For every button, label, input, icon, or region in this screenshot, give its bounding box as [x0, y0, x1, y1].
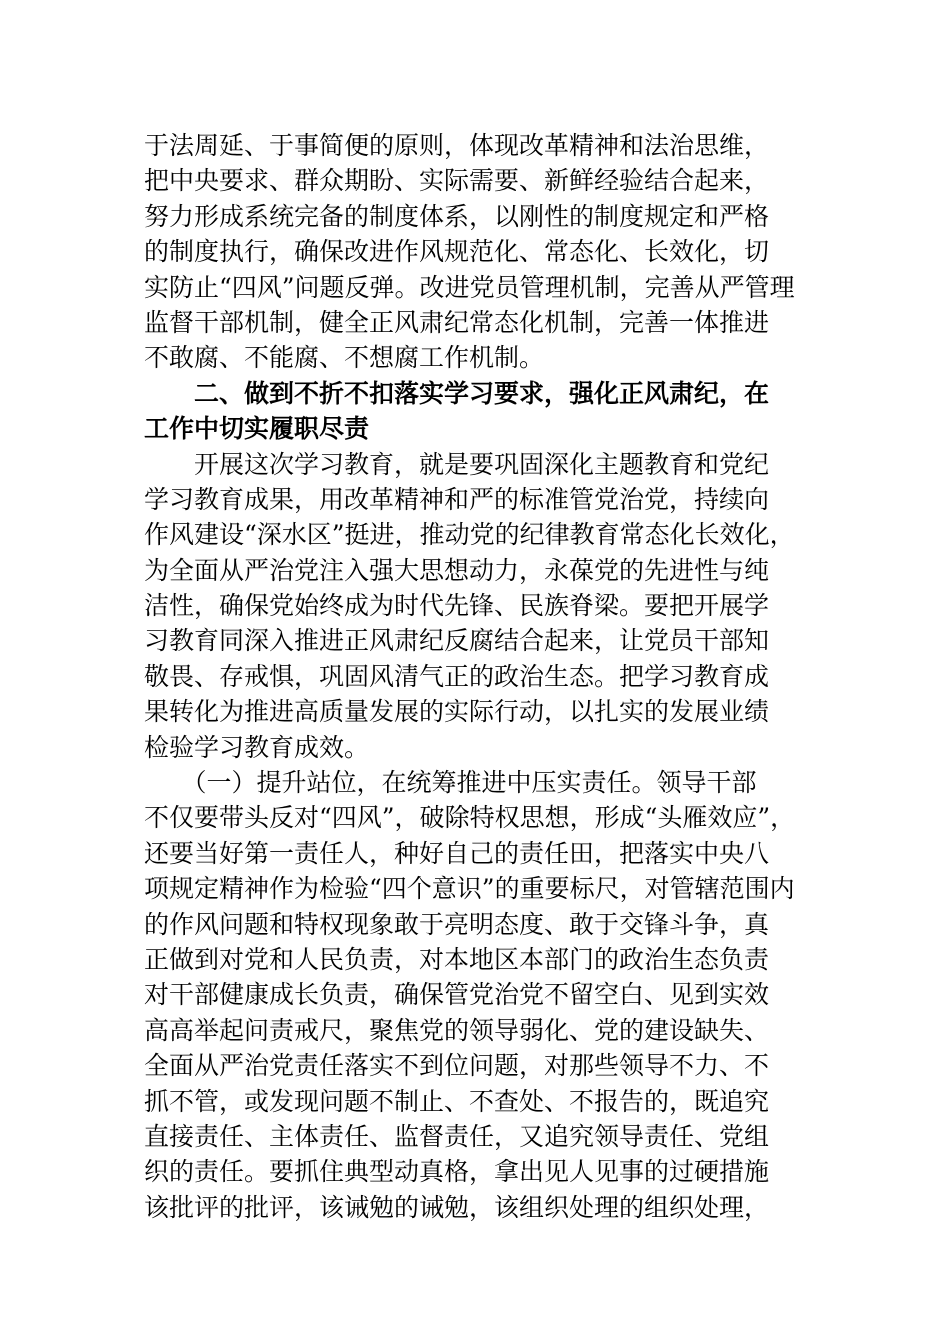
text-line-3: 努力形成系统完备的制度体系，以刚性的制度规定和严格 [144, 201, 770, 231]
text-line-7: 不敢腐、不能腐、不想腐工作机制。 [144, 343, 545, 373]
text-line-28: 抓不管，或发现问题不制止、不查处、不报告的，既追究 [144, 1086, 770, 1116]
text-line-27: 全面从严治党责任落实不到位问题，对那些领导不力、不 [144, 1051, 770, 1081]
text-line-2: 把中央要求、群众期盼、实际需要、新鲜经验结合起来， [144, 166, 770, 196]
text-line-29: 直接责任、主体责任、监督责任，又追究领导责任、党组 [144, 1121, 770, 1151]
text-line-20: 不仅要带头反对“四风”，破除特权思想，形成“头雁效应”， [144, 803, 796, 833]
text-line-10: 开展这次学习教育，就是要巩固深化主题教育和党纪 [144, 449, 770, 479]
text-line-26: 高高举起问责戒尺，聚焦党的领导弱化、党的建设缺失、 [144, 1015, 770, 1045]
text-line-11: 学习教育成果，用改革精神和严的标准管党治党，持续向 [144, 484, 770, 514]
text-line-15: 习教育同深入推进正风肃纪反腐结合起来，让党员干部知 [144, 626, 770, 656]
text-line-19: （一）提升站位，在统筹推进中压实责任。领导干部 [144, 768, 757, 798]
text-line-30: 织的责任。要抓住典型动真格，拿出见人见事的过硬措施 [144, 1157, 770, 1187]
text-line-18: 检验学习教育成效。 [144, 732, 370, 762]
text-line-23: 的作风问题和特权现象敢于亮明态度、敢于交锋斗争，真 [144, 909, 770, 939]
text-line-5: 实防止“四风”问题反弹。改进党员管理机制，完善从严管理 [144, 272, 795, 302]
text-line-17: 果转化为推进高质量发展的实际行动，以扎实的发展业绩 [144, 697, 770, 727]
section-heading-line-1: 二、做到不折不扣落实学习要求，强化正风肃纪，在 [144, 378, 770, 408]
text-line-1: 于法周延、于事简便的原则，体现改革精神和法治思维， [144, 131, 770, 160]
body-text [144, 128, 814, 1225]
text-line-21: 还要当好第一责任人，种好自己的责任田，把落实中央八 [144, 838, 770, 868]
text-line-31: 该批评的批评，该诫勉的诫勉，该组织处理的组织处理， [144, 1192, 770, 1222]
text-line-24: 正做到对党和人民负责，对本地区本部门的政治生态负责 [144, 944, 770, 974]
text-line-12: 作风建设“深水区”挺进，推动党的纪律教育常态化长效化， [144, 520, 795, 550]
text-line-22: 项规定精神作为检验“四个意识”的重要标尺，对管辖范围内 [144, 874, 795, 904]
text-line-16: 敬畏、存戒惧，巩固风清气正的政治生态。把学习教育成 [144, 661, 770, 691]
text-line-4: 的制度执行，确保改进作风规范化、常态化、长效化，切 [144, 237, 770, 267]
section-heading-line-2: 工作中切实履职尽责 [144, 414, 370, 444]
text-line-6: 监督干部机制，健全正风肃纪常态化机制，完善一体推进 [144, 307, 770, 337]
text-line-14: 洁性，确保党始终成为时代先锋、民族脊梁。要把开展学 [144, 591, 770, 621]
text-line-13: 为全面从严治党注入强大思想动力，永葆党的先进性与纯 [144, 555, 770, 585]
text-line-25: 对干部健康成长负责，确保管党治党不留空白、见到实效 [144, 980, 770, 1010]
